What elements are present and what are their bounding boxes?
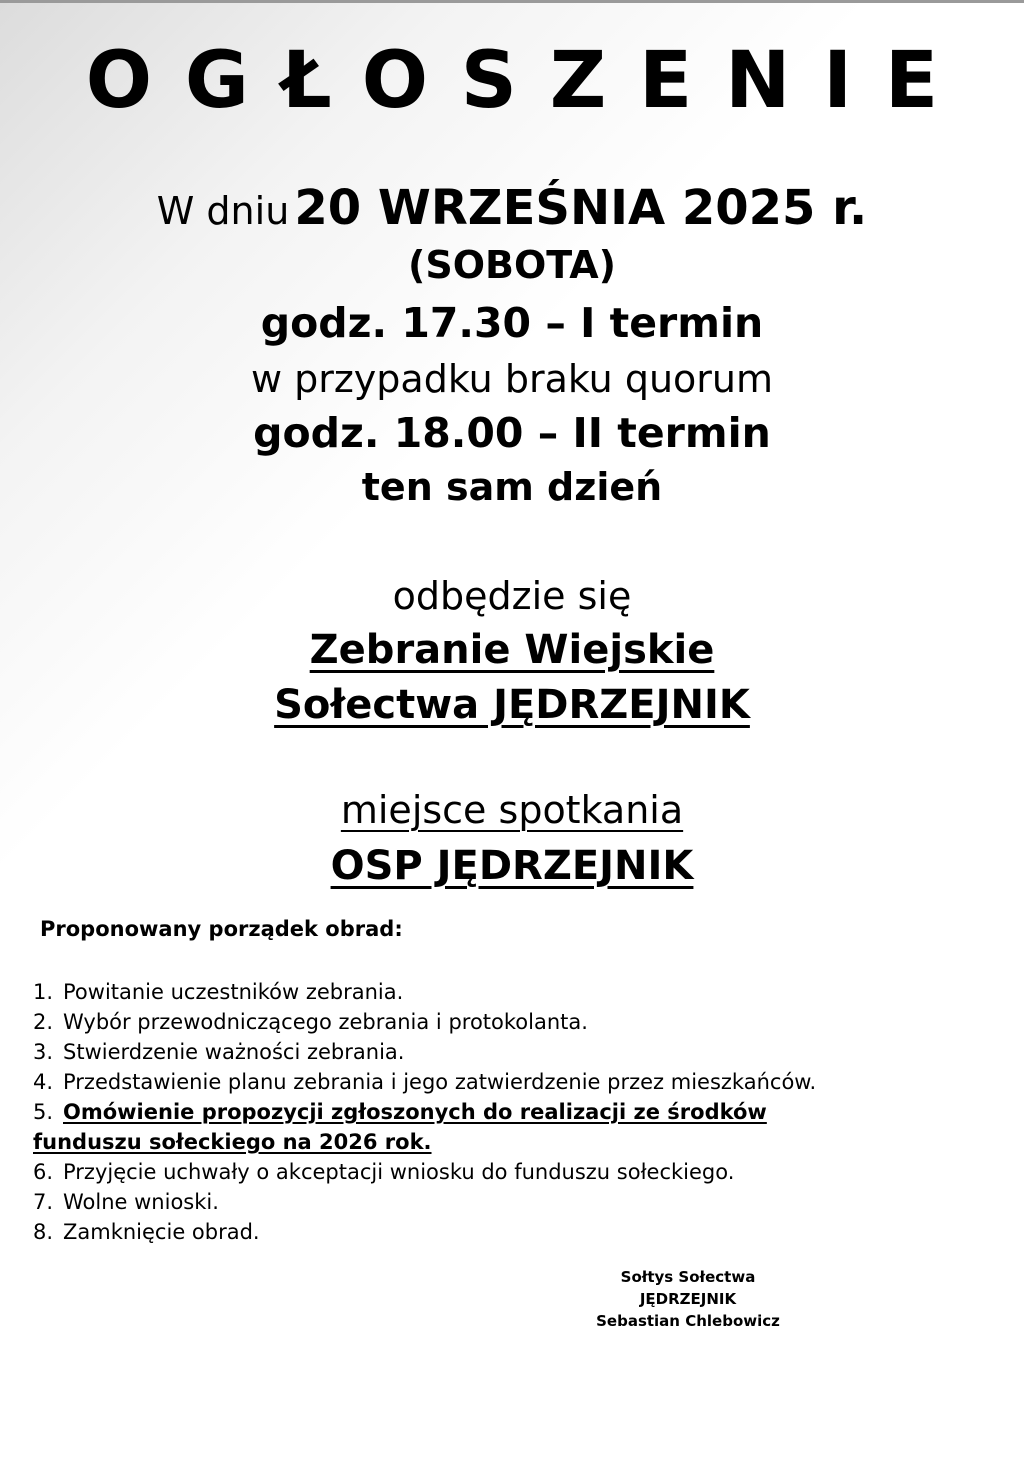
top-border <box>0 0 1024 3</box>
agenda-item-text: Wolne wnioski. <box>63 1190 219 1214</box>
first-term-time: godz. 17.30 – I termin <box>260 299 764 347</box>
agenda-item-text: Wybór przewodniczącego zebrania i protokolanta. <box>63 1010 588 1034</box>
agenda-item <box>0 1037 1024 1067</box>
agenda-item-text: Przyjęcie uchwały o akceptacji wniosku do funduszu sołeckiego. <box>63 1160 735 1184</box>
agenda-item-text: Powitanie uczestników zebrania. <box>63 980 404 1004</box>
place-label: miejsce spotkania <box>340 788 684 832</box>
second-term-time: godz. 18.00 – II termin <box>253 409 771 457</box>
meeting-date <box>0 180 1024 236</box>
agenda-item-number: 3. <box>33 1040 54 1064</box>
meeting-name-line2: Sołectwa JĘDRZEJNIK <box>274 682 750 728</box>
quorum-note: w przypadku braku quorum <box>250 357 774 401</box>
agenda-item <box>0 977 1024 1007</box>
signature-block <box>540 1266 836 1332</box>
agenda-item-number: 2. <box>33 1010 54 1034</box>
signature-name: Sebastian Chlebowicz <box>596 1312 780 1330</box>
agenda-item <box>0 1157 1024 1187</box>
agenda-heading: Proponowany porządek obrad: <box>40 917 403 941</box>
agenda-item-text: Omówienie propozycji zgłoszonych do realizacji ze środków <box>63 1100 767 1124</box>
date-main: 20 WRZEŚNIA 2025 r. <box>294 180 868 236</box>
agenda-item-number: 1. <box>33 980 54 1004</box>
agenda-item-text: Stwierdzenie ważności zebrania. <box>63 1040 405 1064</box>
agenda-item-number: 4. <box>33 1070 54 1094</box>
date-prefix: W dniu <box>156 189 290 233</box>
notice-title: OGŁOSZENIE <box>85 36 971 126</box>
agenda-item <box>0 1067 1024 1097</box>
place-name: OSP JĘDRZEJNIK <box>330 843 694 889</box>
meeting-day: (SOBOTA) <box>407 243 617 287</box>
agenda-item-number: 6. <box>33 1160 54 1184</box>
signature-village: JĘDRZEJNIK <box>639 1290 737 1308</box>
agenda-item-text-continued: funduszu sołeckiego na 2026 rok. <box>33 1130 432 1154</box>
signature-role: Sołtys Sołectwa <box>620 1268 756 1286</box>
same-day-note: ten sam dzień <box>361 465 663 509</box>
agenda-item-number: 5. <box>33 1100 54 1124</box>
agenda-item <box>0 1187 1024 1217</box>
agenda-item-number: 7. <box>33 1190 54 1214</box>
agenda-item <box>0 1217 1024 1247</box>
agenda-item-number: 8. <box>33 1220 54 1244</box>
meeting-name-line1: Zebranie Wiejskie <box>309 627 715 673</box>
agenda-list <box>0 977 1024 1247</box>
takes-place-text: odbędzie się <box>392 574 632 618</box>
agenda-item-text: Zamknięcie obrad. <box>63 1220 260 1244</box>
agenda-item <box>0 1007 1024 1037</box>
agenda-item-text: Przedstawienie planu zebrania i jego zatwierdzenie przez mieszkańców. <box>63 1070 817 1094</box>
agenda-item-highlighted <box>0 1097 953 1157</box>
